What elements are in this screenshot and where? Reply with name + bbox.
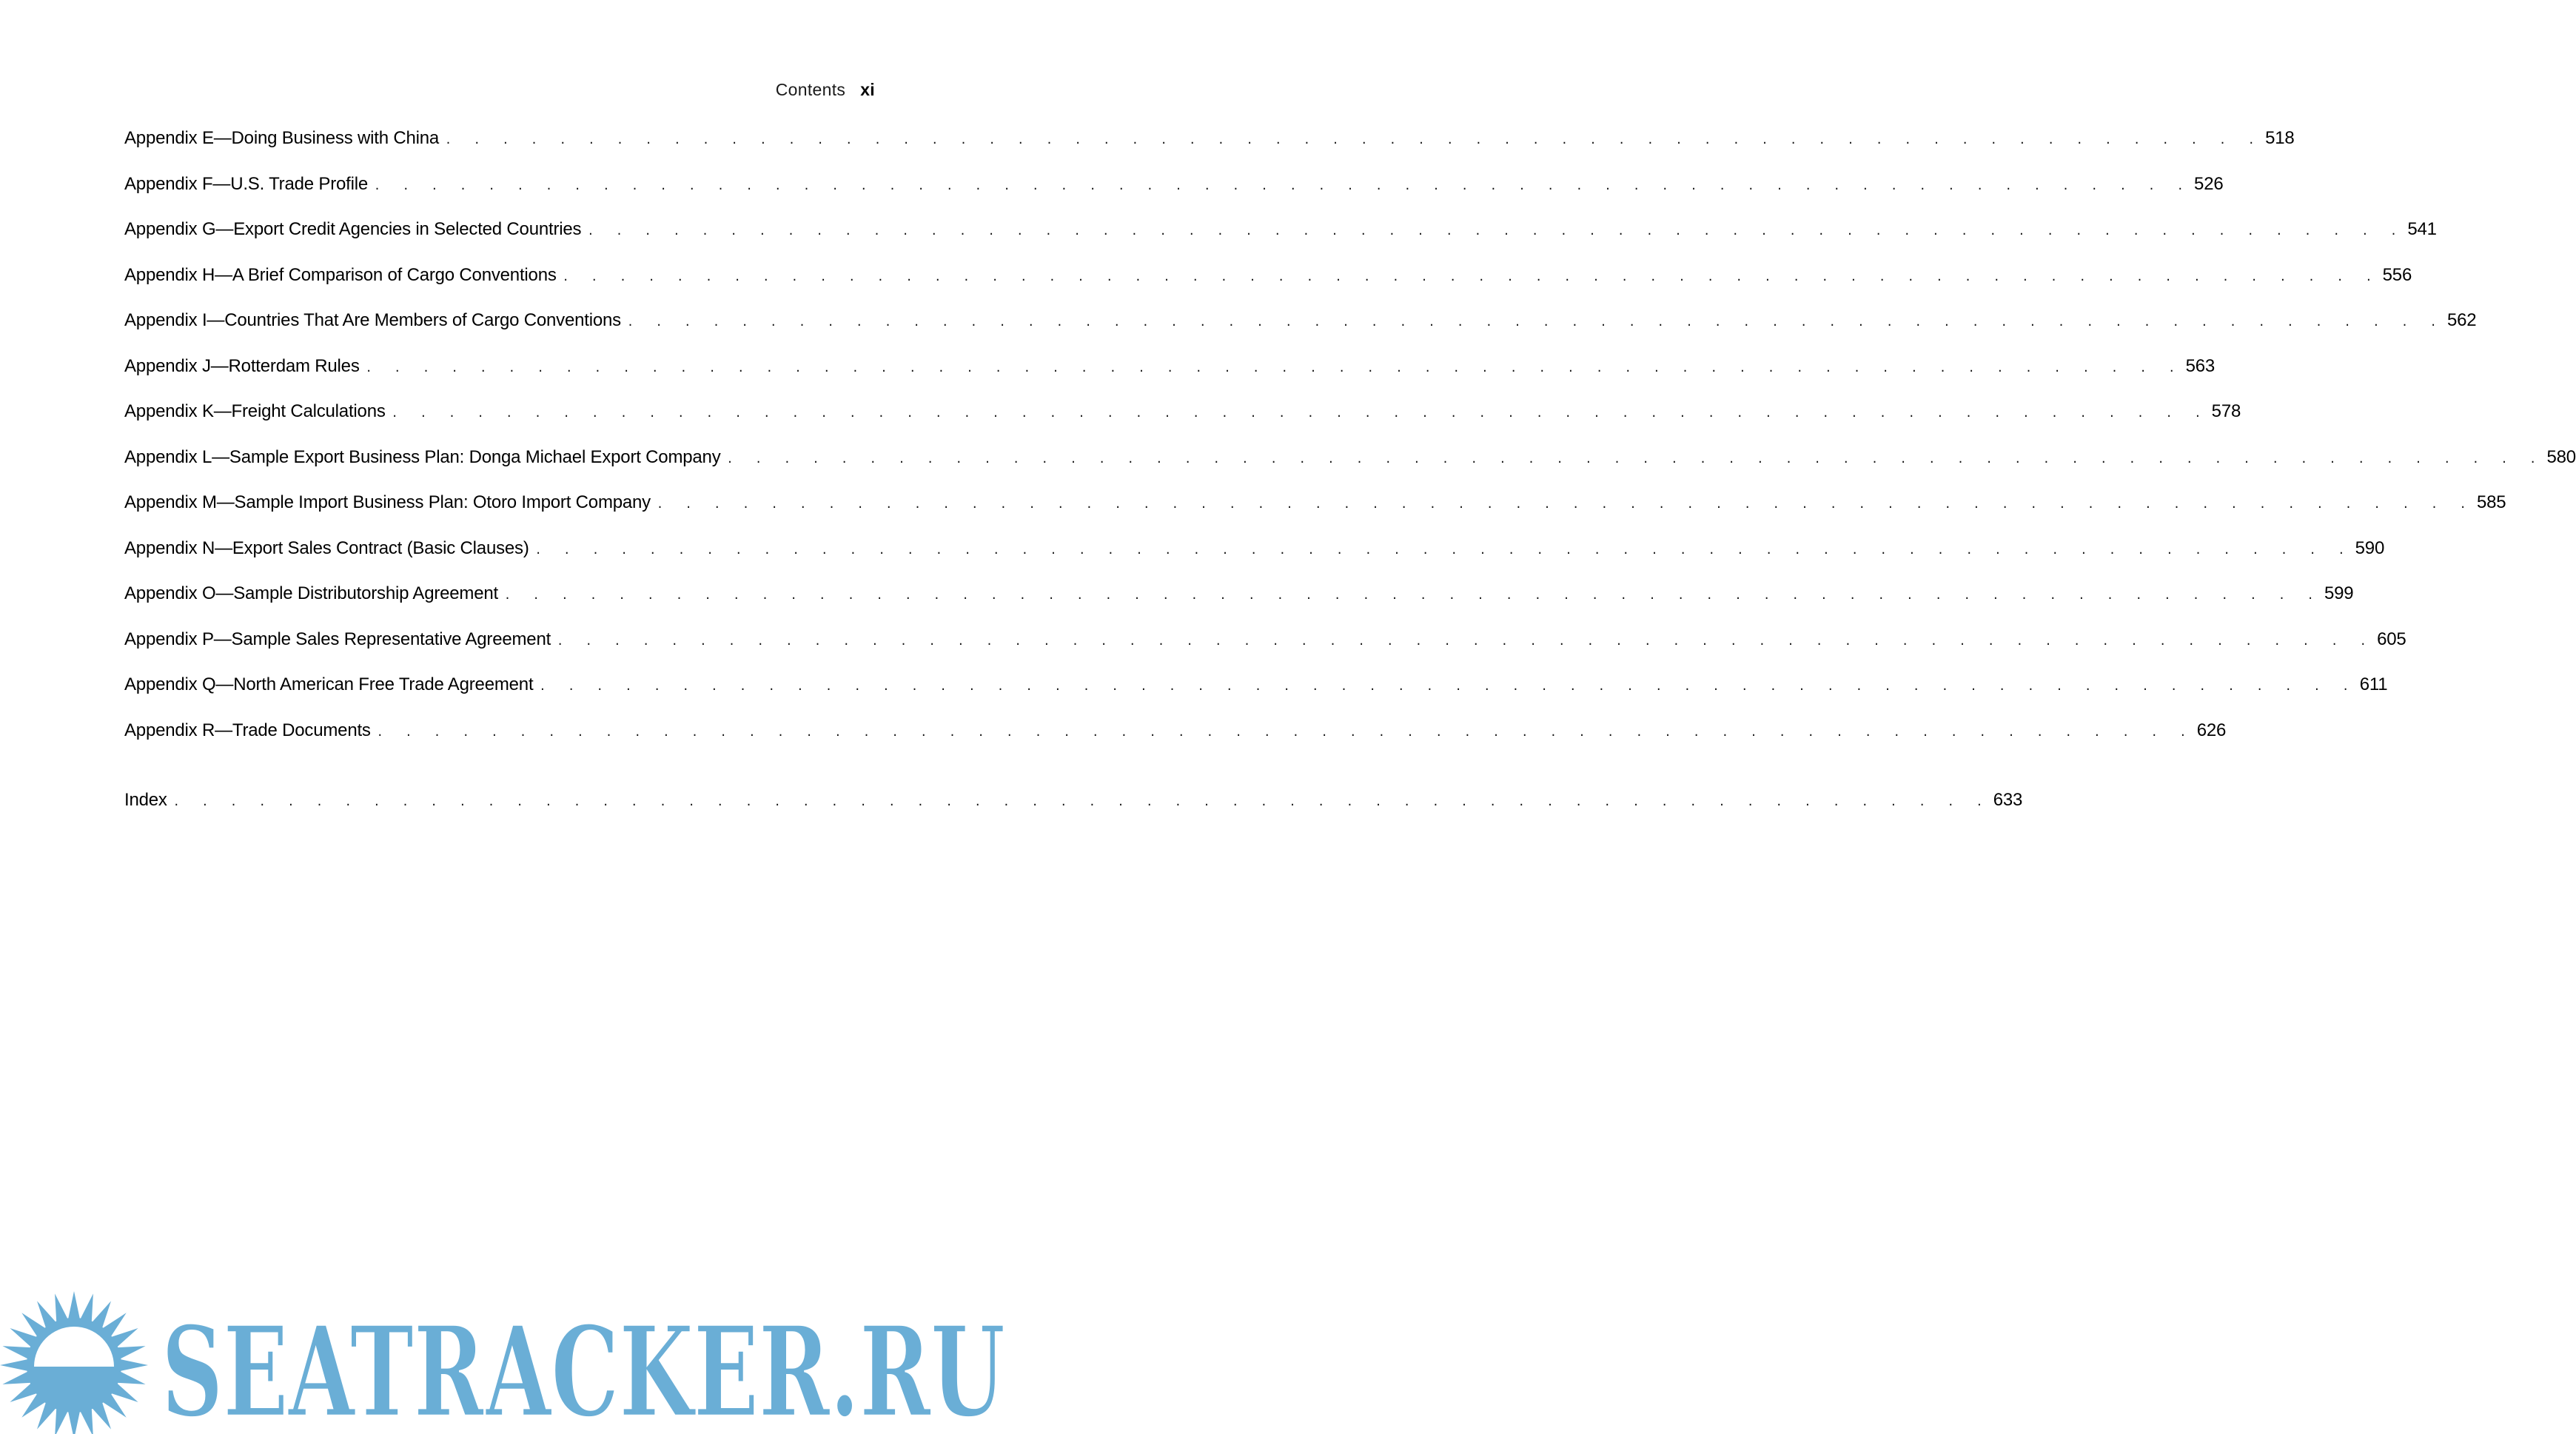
toc-entry[interactable] (124, 401, 2241, 447)
toc-page-number: 526 (2194, 173, 2224, 194)
toc-entry-title: Appendix I—Countries That Are Members of Cargo Conventions (124, 310, 621, 330)
toc-entry-title: Appendix N—Export Sales Contract (Basic Clauses) (124, 537, 529, 558)
toc-entry[interactable] (124, 310, 2477, 356)
toc-page-number: 541 (2407, 219, 2437, 239)
dot-leader: . . . . . . . . . . . . . . . . . . . . . . . . . . . . . . . . . . . . . . . . . . . . . . . . . . . . . . . . . . . . . . . . (626, 315, 2444, 329)
toc-entry-title: Appendix J—Rotterdam Rules (124, 355, 360, 376)
page-folio: xi (860, 80, 875, 99)
table-of-contents (124, 128, 2576, 836)
toc-entry-title: Appendix L—Sample Export Business Plan: Donga Michael Export Company (124, 446, 721, 467)
toc-page-number: 626 (2196, 720, 2227, 740)
toc-page-number: 605 (2377, 629, 2406, 649)
dot-leader: . . . . . . . . . . . . . . . . . . . . . . . . . . . . . . . . . . . . . . . . . . . . . . . . . . . . . . . . . . . . . . . . (376, 725, 2194, 739)
toc-entry[interactable] (124, 219, 2437, 265)
toc-page-number: 580 (2546, 446, 2576, 467)
toc-page-number: 633 (1993, 790, 2023, 810)
toc-entry[interactable] (124, 173, 2224, 220)
sun-icon (0, 1291, 148, 1434)
toc-entry-title: Appendix G—Export Credit Agencies in Selected Countries (124, 219, 582, 239)
toc-entry-title: Appendix K—Freight Calculations (124, 401, 386, 421)
toc-entry-title: Appendix P—Sample Sales Representative Agreement (124, 629, 551, 649)
toc-entry[interactable] (124, 674, 2388, 720)
toc-entry[interactable] (124, 264, 2412, 311)
toc-entry-title: Appendix R—Trade Documents (124, 720, 371, 740)
dot-leader: . . . . . . . . . . . . . . . . . . . . . . . . . . . . . . . . . . . . . . . . . . . . . . . . . . . . . . . . . . . . . . . . (172, 795, 1990, 808)
toc-entry-title: Appendix E—Doing Business with China (124, 128, 440, 148)
toc-entry[interactable] (124, 720, 2227, 766)
toc-page-number: 599 (2324, 583, 2354, 603)
dot-leader: . . . . . . . . . . . . . . . . . . . . . . . . . . . . . . . . . . . . . . . . . . . . . . . . . . . . . . . . . . . . . . . . (539, 680, 2357, 693)
toc-page-number: 562 (2447, 310, 2477, 330)
running-head (776, 80, 875, 100)
dot-leader: . . . . . . . . . . . . . . . . . . . . . . . . . . . . . . . . . . . . . . . . . . . . . . . . . . . . . . . . . . . . . . . . (726, 452, 2544, 466)
dot-leader: . . . . . . . . . . . . . . . . . . . . . . . . . . . . . . . . . . . . . . . . . . . . . . . . . . . . . . . . . . . . . . . . (504, 589, 2322, 602)
toc-entry[interactable] (124, 446, 2576, 493)
toc-entry[interactable] (124, 492, 2506, 538)
toc-page-number: 518 (2265, 128, 2295, 148)
toc-entry-title: Appendix H—A Brief Comparison of Cargo Conventions (124, 264, 557, 285)
toc-entry-title: Appendix M—Sample Import Business Plan: Otoro Import Company (124, 492, 651, 512)
toc-entry-title: Appendix O—Sample Distributorship Agreement (124, 583, 498, 603)
toc-page-number: 578 (2211, 401, 2241, 421)
toc-index-entry[interactable] (124, 790, 2023, 836)
toc-entry-title: Index (124, 790, 167, 810)
toc-entry[interactable] (124, 629, 2406, 675)
toc-page-number: 590 (2355, 537, 2385, 558)
watermark-text: SEATRACKER.RU (161, 1299, 1005, 1434)
toc-page-number: 556 (2382, 264, 2412, 285)
dot-leader: . . . . . . . . . . . . . . . . . . . . . . . . . . . . . . . . . . . . . . . . . . . . . . . . . . . . . . . . . . . . . . . . (445, 133, 2263, 147)
toc-entry[interactable] (124, 128, 2295, 174)
toc-entry[interactable] (124, 355, 2216, 402)
toc-page-number: 611 (2359, 674, 2388, 694)
watermark (0, 1288, 1014, 1434)
toc-entry[interactable] (124, 537, 2385, 584)
dot-leader: . . . . . . . . . . . . . . . . . . . . . . . . . . . . . . . . . . . . . . . . . . . . . . . . . . . . . . . . . . . . . . . . (391, 406, 2209, 420)
dot-leader: . . . . . . . . . . . . . . . . . . . . . . . . . . . . . . . . . . . . . . . . . . . . . . . . . . . . . . . . . . . . . . . . (365, 361, 2183, 375)
toc-page-number: 585 (2477, 492, 2506, 512)
toc-entry-title: Appendix Q—North American Free Trade Agreement (124, 674, 534, 694)
dot-leader: . . . . . . . . . . . . . . . . . . . . . . . . . . . . . . . . . . . . . . . . . . . . . . . . . . . . . . . . . . . . . . . . (656, 497, 2474, 511)
dot-leader: . . . . . . . . . . . . . . . . . . . . . . . . . . . . . . . . . . . . . . . . . . . . . . . . . . . . . . . . . . . . . . . . (557, 634, 2375, 648)
toc-entry[interactable] (124, 583, 2354, 629)
dot-leader: . . . . . . . . . . . . . . . . . . . . . . . . . . . . . . . . . . . . . . . . . . . . . . . . . . . . . . . . . . . . . . . . (562, 269, 2380, 284)
running-head-title: Contents (775, 80, 846, 99)
dot-leader: . . . . . . . . . . . . . . . . . . . . . . . . . . . . . . . . . . . . . . . . . . . . . . . . . . . . . . . . . . . . . . . . (534, 543, 2352, 557)
dot-leader: . . . . . . . . . . . . . . . . . . . . . . . . . . . . . . . . . . . . . . . . . . . . . . . . . . . . . . . . . . . . . . . . (374, 178, 2192, 192)
dot-leader: . . . . . . . . . . . . . . . . . . . . . . . . . . . . . . . . . . . . . . . . . . . . . . . . . . . . . . . . . . . . . . . . (587, 224, 2405, 238)
toc-entry-title: Appendix F—U.S. Trade Profile (124, 173, 369, 194)
toc-page-number: 563 (2185, 355, 2216, 376)
